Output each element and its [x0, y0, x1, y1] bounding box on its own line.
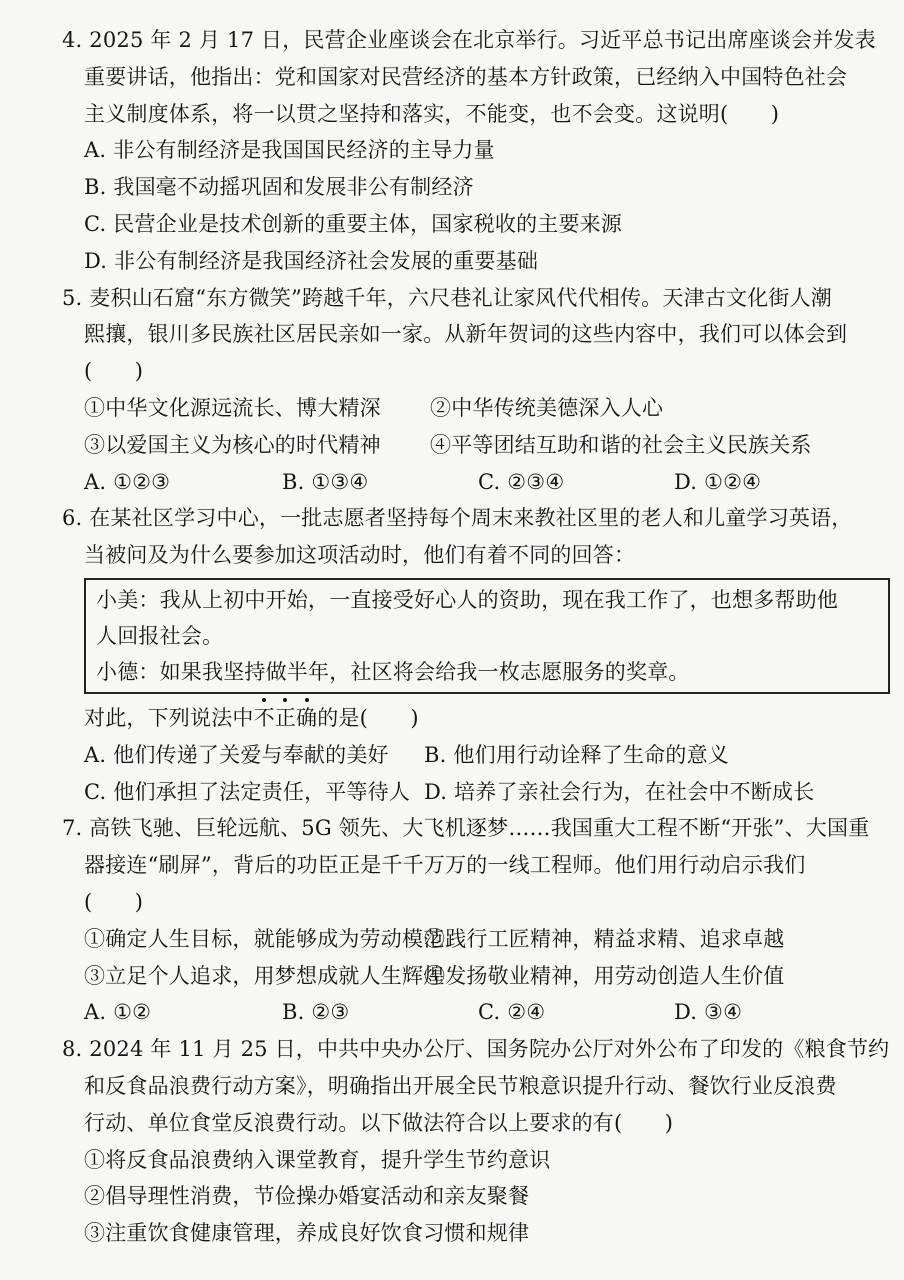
question-4-stem-line-3: 主义制度体系，将一以贯之坚持和落实，不能变，也不会变。这说明( ) — [84, 101, 780, 126]
question-5-stem-line-2: 熙攘，银川多民族社区居民亲如一家。从新年贺词的这些内容中，我们可以体会到 — [84, 322, 848, 347]
question-5-choice-b: B. ①③④ — [282, 469, 369, 494]
question-6-question — [62, 700, 858, 737]
question-8-stem-line-3: 行动、单位食堂反浪费行动。以下做法符合以上要求的有( ) — [84, 1110, 674, 1135]
question-7-stem-line-2: 器接连“刷屏”，背后的功臣正是千千万万的一线工程师。他们用行动启示我们 — [84, 853, 806, 878]
emphasis-char-2: 正 — [275, 700, 296, 737]
question-8-item-3: ③注重饮食健康管理，养成良好饮食习惯和规律 — [84, 1221, 530, 1246]
question-6-material-box — [84, 578, 890, 694]
question-6 — [62, 500, 858, 810]
question-7-items-row-1 — [62, 921, 858, 958]
emphasis-char-3: 确 — [296, 700, 317, 737]
question-4-option-d: D. 非公有制经济是我国经济社会发展的重要基础 — [84, 248, 539, 273]
question-7 — [62, 810, 870, 1031]
question-6-option-a: A. 他们传递了关爱与奉献的美好 — [84, 742, 389, 767]
question-7-stem-line-3: ( ) — [84, 889, 144, 914]
question-5-choice-c: C. ②③④ — [478, 469, 565, 494]
question-6-question-post: 的是( ) — [317, 705, 419, 730]
question-4-option-b: B. 我国毫不动摇巩固和发展非公有制经济 — [84, 175, 474, 200]
question-6-option-d: D. 培养了亲社会行为，在社会中不断成长 — [424, 779, 815, 804]
question-5-item-3: ③以爱国主义为核心的时代精神 — [84, 432, 381, 457]
question-5-stem-line-1: 5. 麦积山石窟“东方微笑”跨越千年，六尺巷礼让家风代代相传。天津古文化街人潮 — [62, 285, 832, 310]
question-7-choice-b: B. ②③ — [282, 1000, 350, 1025]
question-7-choices — [62, 994, 858, 1031]
question-7-items-row-2 — [62, 958, 858, 995]
question-5-item-2: ②中华传统美德深入人心 — [430, 395, 664, 420]
question-5-items-row-1 — [62, 390, 858, 427]
question-4-stem-line-1: 4. 2025 年 2 月 17 日，民营企业座谈会在北京举行。习近平总书记出席座谈会并发表 — [62, 28, 876, 52]
question-7-choice-d: D. ③④ — [674, 1000, 743, 1025]
question-5-choice-d: D. ①②④ — [674, 469, 762, 494]
question-7-item-4: ④发扬敬业精神，用劳动创造人生价值 — [424, 963, 785, 988]
emphasis-char-1: 不 — [254, 700, 275, 737]
question-7-item-3: ③立足个人追求，用梦想成就人生辉煌 — [84, 963, 445, 988]
question-5-item-4: ④平等团结互助和谐的社会主义民族关系 — [430, 432, 812, 457]
question-4 — [62, 22, 876, 280]
question-6-stem-line-2: 当被问及为什么要参加这项活动时，他们有着不同的回答： — [84, 543, 636, 568]
question-6-stem-line-1: 6. 在某社区学习中心，一批志愿者坚持每个周末来教社区里的老人和儿童学习英语， — [62, 506, 853, 531]
question-7-item-1: ①确定人生目标，就能够成为劳动模范 — [84, 926, 445, 951]
question-4-stem-line-2: 重要讲话，他指出：党和国家对民营经济的基本方针政策，已经纳入中国特色社会 — [84, 64, 848, 89]
question-5-choices — [62, 464, 858, 501]
question-8-item-1: ①将反食品浪费纳入课堂教育，提升学生节约意识 — [84, 1147, 551, 1172]
question-8-stem-line-1: 8. 2024 年 11 月 25 日，中共中央办公厅、国务院办公厅对外公布了印发的《粮食节约 — [62, 1037, 890, 1062]
question-7-stem-line-1: 7. 高铁飞驰、巨轮远航、5G 领先、大飞机逐梦……我国重大工程不断“开张”、大国重 — [62, 816, 870, 841]
question-6-options-row-2 — [62, 774, 858, 811]
question-5 — [62, 280, 858, 501]
question-6-question-pre: 对此，下列说法中 — [84, 705, 254, 730]
question-6-option-b: B. 他们用行动诠释了生命的意义 — [424, 742, 729, 767]
question-5-items-row-2 — [62, 427, 858, 464]
question-4-option-a: A. 非公有制经济是我国国民经济的主导力量 — [84, 138, 495, 163]
question-8-item-2: ②倡导理性消费，节俭操办婚宴活动和亲友聚餐 — [84, 1184, 530, 1209]
question-7-item-2: ②践行工匠精神，精益求精、追求卓越 — [424, 926, 785, 951]
question-6-material-line-2: 人回报社会。 — [96, 623, 224, 648]
question-5-stem-line-3: ( ) — [84, 359, 144, 384]
question-7-choice-c: C. ②④ — [478, 1000, 546, 1025]
question-8 — [62, 1031, 890, 1252]
question-4-option-c: C. 民营企业是技术创新的重要主体，国家税收的主要来源 — [84, 211, 623, 236]
question-5-item-1: ①中华文化源远流长、博大精深 — [84, 395, 381, 420]
question-6-option-c: C. 他们承担了法定责任，平等待人 — [84, 779, 411, 804]
question-8-stem-line-2: 和反食品浪费行动方案》，明确指出开展全民节粮意识提升行动、餐饮行业反浪费 — [84, 1073, 837, 1098]
question-7-choice-a: A. ①② — [84, 1000, 152, 1025]
question-6-material-line-1: 小美：我从上初中开始，一直接受好心人的资助，现在我工作了，也想多帮助他 — [96, 587, 838, 612]
question-6-options-row-1 — [62, 737, 858, 774]
question-6-material-line-3: 小德：如果我坚持做半年，社区将会给我一枚志愿服务的奖章。 — [96, 659, 690, 684]
question-5-choice-a: A. ①②③ — [84, 469, 171, 494]
